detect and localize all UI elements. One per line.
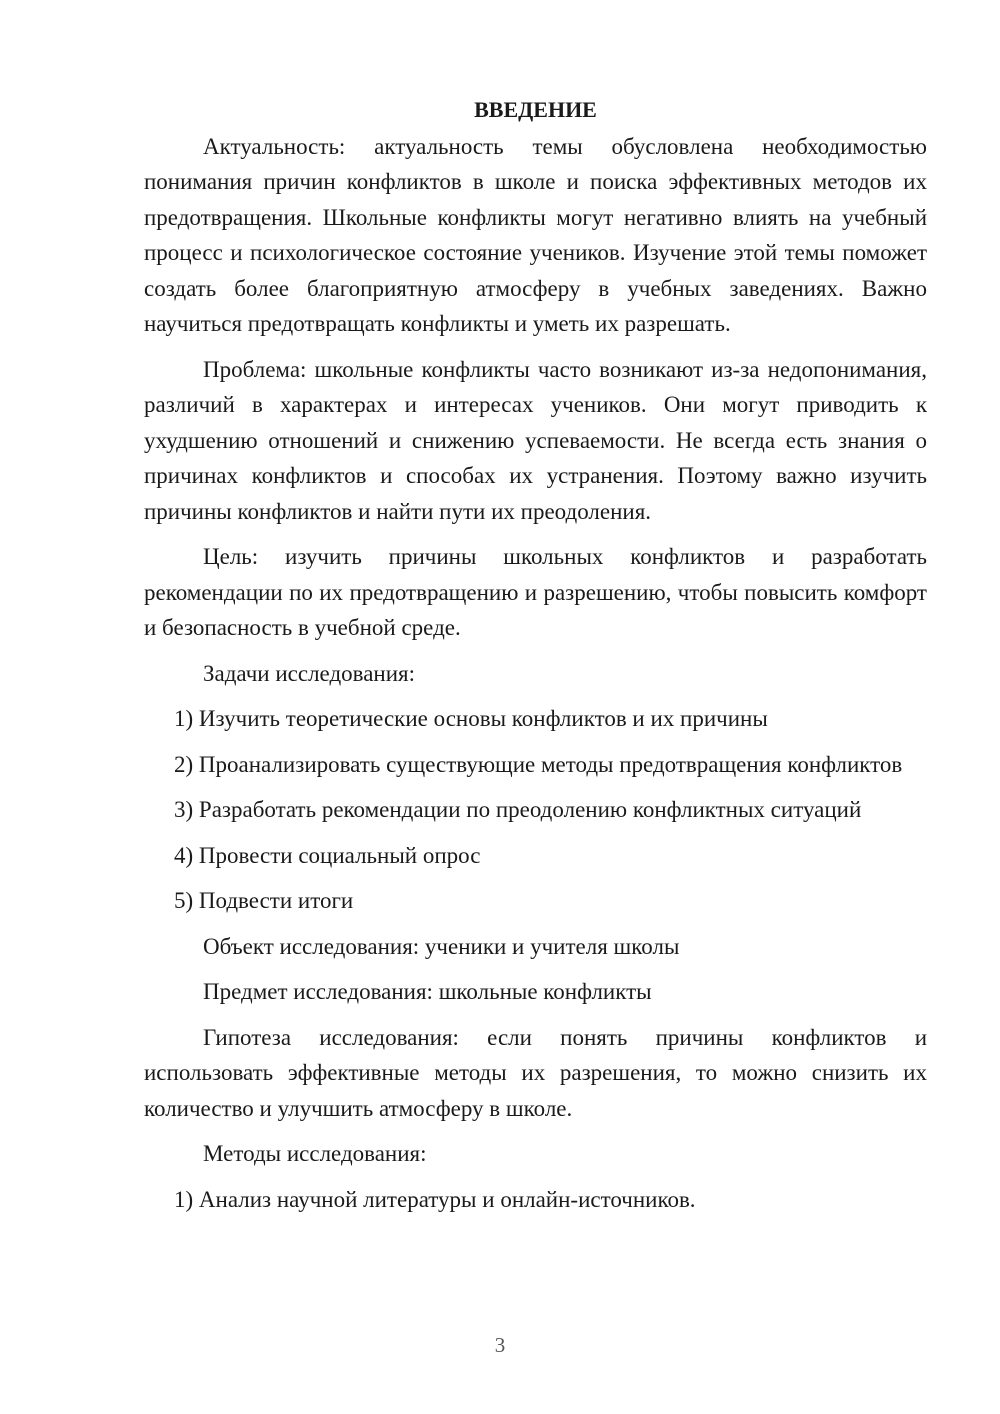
section-title: ВВЕДЕНИЕ <box>474 97 597 122</box>
task-item-4: 4) Провести социальный опрос <box>174 842 481 868</box>
research-object: Объект исследования: ученики и учителя школы <box>203 933 680 959</box>
task-item-3: 3) Разработать рекомендации по преодолению конфликтных ситуаций <box>174 797 862 822</box>
hypothesis-paragraph: Гипотеза исследования: если понять причины конфликтов и использовать эффективные методы их разрешения, то можно снизить их количество и улучшить атмосферу в школе. <box>144 1024 927 1121</box>
tasks-heading: Задачи исследования: <box>203 660 416 686</box>
method-item-1: 1) Анализ научной литературы и онлайн-источников. <box>174 1186 696 1212</box>
task-item-5: 5) Подвести итоги <box>174 888 354 913</box>
problem-paragraph: Проблема: школьные конфликты часто возникают из-за недопонимания, различий в характерах и интересах учеников. Они могут приводить к ухудшению отношений и снижению успеваемости. Не всегда есть знания о причинах конфликтов и способах их устранения. Поэтому важно изучить причины конфликтов и найти пути их преодоления. <box>144 356 927 524</box>
methods-heading: Методы исследования: <box>203 1141 427 1166</box>
page-content <box>144 92 927 1227</box>
page-number: 3 <box>494 1333 506 1357</box>
relevance-paragraph: Актуальность: актуальность темы обусловлена необходимостью понимания причин конфликтов в школе и поиска эффективных методов их предотвращения. Школьные конфликты могут негативно влиять на учебный процесс и психологическое состояние учеников. Изучение этой темы поможет создать более благоприятную атмосферу в учебных заведениях. Важно научиться предотвращать конфликты и уметь их разрешать. <box>144 133 927 336</box>
research-subject: Предмет исследования: школьные конфликты <box>203 979 652 1004</box>
task-item-2: 2) Проанализировать существующие методы предотвращения конфликтов <box>174 751 903 777</box>
goal-paragraph: Цель: изучить причины школьных конфликтов и разработать рекомендации по их предотвращению и разрешению, чтобы повысить комфорт и безопасность в учебной среде. <box>144 544 927 640</box>
task-item-1: 1) Изучить теоретические основы конфликтов и их причины <box>174 706 768 731</box>
